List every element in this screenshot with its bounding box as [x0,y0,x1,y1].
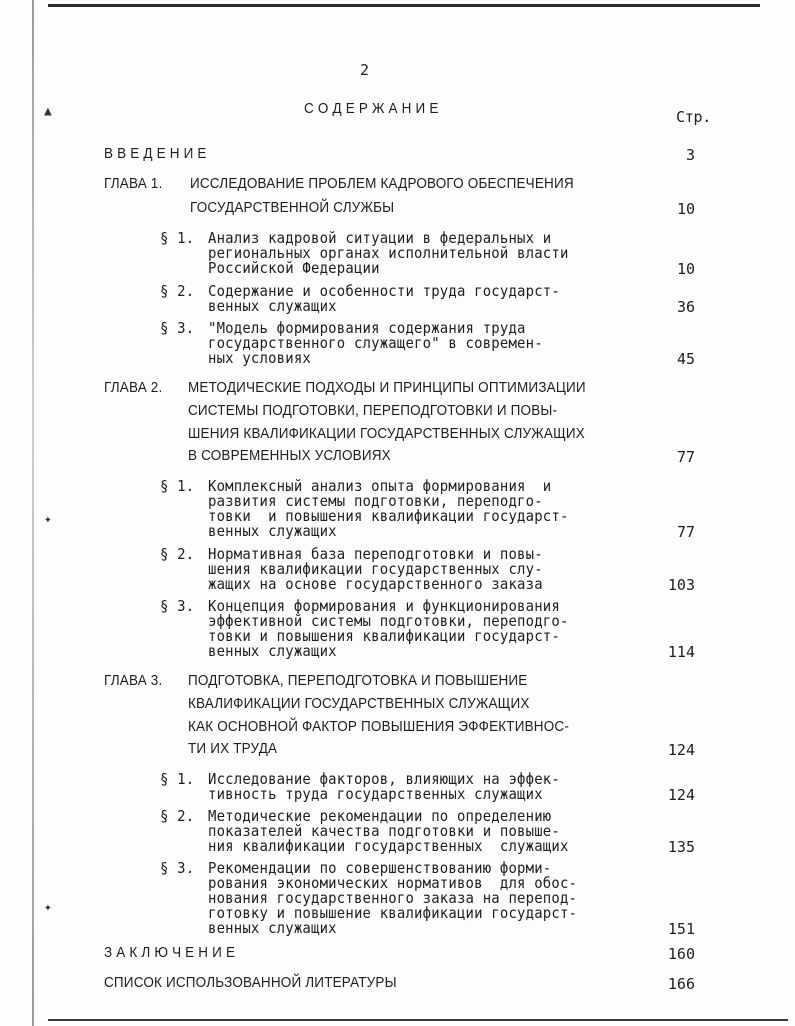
conclusion-page: 160 [667,945,695,963]
section-line: Российской Федерации [208,259,380,277]
bibliography-label: СПИСОК ИСПОЛЬЗОВАННОЙ ЛИТЕРАТУРЫ [104,974,397,991]
section-page: 103 [667,576,695,594]
section-line: Содержание и особенности труда государст- [208,282,560,300]
chapter-title-line: В СОВРЕМЕННЫХ УСЛОВИЯХ [188,447,391,464]
section-number: § 3. [160,597,195,615]
chapter-title-line: ПОДГОТОВКА, ПЕРЕПОДГОТОВКА И ПОВЫШЕНИЕ [188,672,528,689]
section-number: § 3. [160,319,195,337]
section-number: § 2. [160,282,195,300]
section-number: § 1. [160,229,195,247]
chapter-label: ГЛАВА 2. [104,379,163,396]
margin-mark-icon: ▲ [44,104,52,119]
scan-edge-left [32,0,34,1026]
section-page: 135 [667,838,695,856]
section-line: готовку и повышение квалификации государст- [208,904,578,922]
section-line: шения квалификации государственных слу- [208,560,543,578]
intro-page: 3 [685,146,695,164]
chapter-page: 10 [676,200,695,218]
section-line: Исследование факторов, влияющих на эффек- [208,770,560,788]
chapter-title-line: МЕТОДИЧЕСКИЕ ПОДХОДЫ И ПРИНЦИПЫ ОПТИМИЗАЦИИ [188,379,586,396]
section-number: § 2. [160,545,195,563]
scan-edge-bottom [48,1019,788,1021]
chapter-title-line: КВАЛИФИКАЦИИ ГОСУДАРСТВЕННЫХ СЛУЖАЩИХ [188,695,530,712]
section-number: § 3. [160,859,195,877]
section-page: 114 [667,643,695,661]
section-line: Анализ кадровой ситуации в федеральных и [208,229,552,247]
section-line: Нормативная база переподготовки и повы- [208,545,543,563]
chapter-title-line: ТИ ИХ ТРУДА [188,740,278,757]
section-line: Рекомендации по совершенствованию форми- [208,859,552,877]
section-page: 10 [676,260,695,278]
section-number: § 2. [160,807,195,825]
section-page: 124 [667,786,695,804]
section-line: региональных органах исполнительной власти [208,244,569,262]
chapter-title-line: СИСТЕМЫ ПОДГОТОВКИ, ПЕРЕПОДГОТОВКИ И ПОВЫ- [188,402,558,419]
section-line: венных служащих [208,919,337,937]
page-number: 2 [360,61,369,79]
section-line: развития системы подготовки, переподго- [208,492,543,510]
section-page: 36 [676,298,695,316]
intro-label: В В Е Д Е Н И Е [104,145,207,162]
section-line: товки и повышения квалификации государст- [208,507,569,525]
section-line: жащих на основе государственного заказа [208,575,543,593]
chapter-title-line: ШЕНИЯ КВАЛИФИКАЦИИ ГОСУДАРСТВЕННЫХ СЛУЖАЩИХ [188,425,585,442]
bibliography-page: 166 [667,975,695,993]
scan-edge-top [48,4,760,7]
section-page: 45 [676,350,695,368]
section-number: § 1. [160,770,195,788]
section-number: § 1. [160,477,195,495]
section-line: государственного служащего" в современ- [208,334,543,352]
chapter-page: 124 [667,741,695,759]
chapter-title-line: ИССЛЕДОВАНИЕ ПРОБЛЕМ КАДРОВОГО ОБЕСПЕЧЕНИЯ [190,175,574,192]
page-title: С О Д Е Р Ж А Н И Е [304,100,439,117]
chapter-label: ГЛАВА 1. [104,175,163,192]
section-line: тивность труда государственных служащих [208,785,543,803]
section-line: эффективной системы подготовки, переподго- [208,612,569,630]
chapter-page: 77 [676,448,695,466]
section-line: нования государственного заказа на перепод- [208,889,578,907]
section-line: показателей качества подготовки и повыше- [208,822,560,840]
margin-mark-icon: ✦ [44,900,52,915]
chapter-label: ГЛАВА 3. [104,672,163,689]
section-line: рования экономических нормативов для обос- [208,874,578,892]
conclusion-label: З А К Л Ю Ч Е Н И Е [104,944,236,961]
section-line: венных служащих [208,642,337,660]
section-line: Концепция формирования и функционирования [208,597,560,615]
chapter-title-line: ГОСУДАРСТВЕННОЙ СЛУЖБЫ [190,199,395,216]
section-line: Методические рекомендации по определению [208,807,552,825]
section-page: 151 [667,920,695,938]
section-line: товки и повышения квалификации государст- [208,627,560,645]
section-line: венных служащих [208,297,337,315]
section-line: "Модель формирования содержания труда [208,319,526,337]
section-line: Комплексный анализ опыта формирования и [208,477,552,495]
section-page: 77 [676,523,695,541]
section-line: ных условиях [208,349,312,367]
margin-mark-icon: ✦ [44,512,52,527]
chapter-title-line: КАК ОСНОВНОЙ ФАКТОР ПОВЫШЕНИЯ ЭФФЕКТИВНОС- [188,718,570,735]
section-line: венных служащих [208,522,337,540]
section-line: ния квалификации государственных служащих [208,837,569,855]
page-column-label: Стр. [676,108,711,126]
